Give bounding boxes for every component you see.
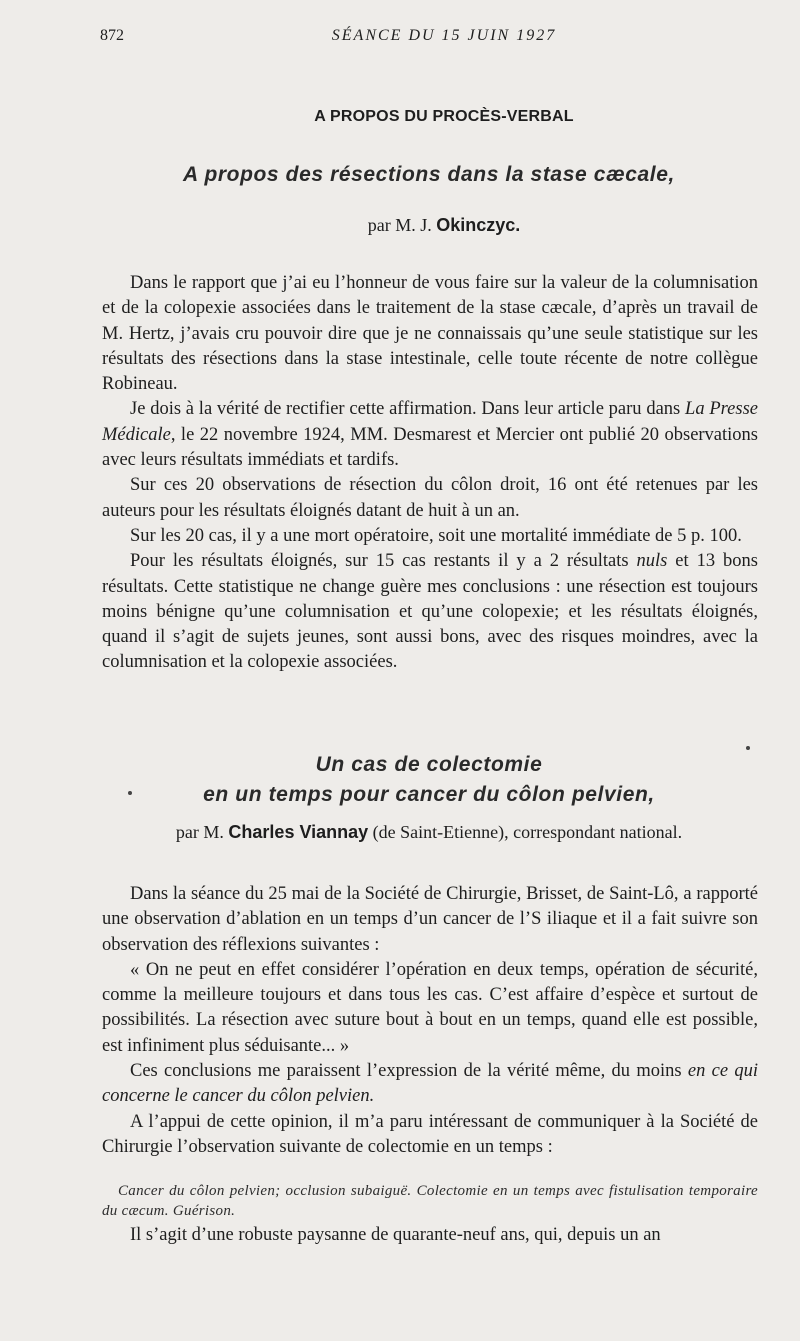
paragraph	[102, 1110, 758, 1161]
article2-title-line: en un temps pour cancer du côlon pelvien,	[203, 783, 655, 806]
paragraph	[102, 524, 758, 549]
article2-title-line: Un cas de colectomie	[315, 753, 543, 776]
paragraph-text: Je dois à la vérité de rectifier cette affirmation. Dans leur article paru dans	[130, 399, 686, 420]
page-number: 872	[100, 27, 124, 44]
case-text: Il s’agit d’une robuste paysanne de quarante-neuf ans, qui, depuis un an	[130, 1225, 661, 1245]
paragraph-text: Dans la séance du 25 mai de la Société de Chirurgie, Brisset, de Saint-Lô, a rapporté une observation d’ablation en un temps d’un cancer de l’S iliaque et il a fait suivre son observation des réflexions suivantes :	[102, 884, 758, 955]
case-body	[102, 1223, 758, 1248]
article2-byline	[100, 822, 758, 843]
paragraph-text: Dans le rapport que j’ai eu l’honneur de vous faire sur la valeur de la columnisation et de la colopexie associées dans le traitement de la stase cæcale, d’après un travail de M. Hertz, j’avais cru pouvoir dire que je ne connaissais qu’une seule statistique sur les résultats des résections dans la stase intestinale, celle toute récente de notre collègue Robineau.	[102, 273, 758, 395]
paragraph-text: Pour les résultats éloignés, sur 15 cas restants il y a 2 résultats	[130, 551, 637, 572]
section-title: A PROPOS DU PROCÈS-VERBAL	[314, 108, 574, 125]
paragraph-text: Ces conclusions me paraissent l’expression de la vérité même, du moins	[130, 1061, 688, 1082]
paragraph-text: et 13 bons résultats. Cette statistique ne change guère mes conclusions : une résection est toujours moins bénigne qu’une columnisation et qu’une colopexie; et les résultats éloignés, quand il s’agit de sujets jeunes, sont aussi bons, avec des risques moindres, avec la columnisation et la colopexie associées.	[102, 551, 758, 673]
paragraph-text: Sur ces 20 observations de résection du côlon droit, 16 ont été retenues par les auteurs pour les résultats éloignés datant de huit à un an.	[102, 475, 758, 521]
article1-byline	[100, 215, 758, 236]
paragraph	[102, 882, 758, 958]
byline-prefix: par M. J.	[367, 215, 437, 235]
print-speck	[128, 791, 132, 795]
byline-suffix: (de Saint-Etienne), correspondant national.	[368, 822, 683, 842]
byline-prefix: par M.	[175, 822, 229, 842]
running-title: SÉANCE DU 15 JUIN 1927	[331, 27, 557, 44]
author-name: Charles Viannay	[228, 822, 369, 842]
article1-title: A propos des résections dans la stase cæcale,	[183, 163, 675, 186]
print-speck	[746, 746, 750, 750]
paragraph-text: A l’appui de cette opinion, il m’a paru intéressant de communiquer à la Société de Chirurgie l’observation suivante de colectomie en un temps :	[102, 1111, 758, 1157]
paragraph	[102, 958, 758, 1059]
paragraph	[102, 397, 758, 473]
paragraph	[102, 271, 758, 397]
journal-title: La Presse Médicale	[102, 399, 758, 445]
quote-text: « On ne peut en effet considérer l’opération en deux temps, opération de sécurité, comme la meilleure toujours et dans tous les cas. C’est affaire d’espèce et surtout de possibilités. La résection avec suture bout à bout en un temps, quand elle est possible, est infiniment plus séduisante... »	[102, 959, 758, 1056]
article1-body	[102, 271, 758, 676]
case-title-text: Cancer du côlon pelvien; occlusion subaiguë. Colectomie en un temps avec fistulisation temporaire du cæcum. Guérison.	[102, 1183, 758, 1219]
emphasis: nuls	[636, 551, 668, 572]
paragraph-text: , le 22 novembre 1924, MM. Desmarest et Mercier ont publié 20 observations avec leurs résultats immédiats et tardifs.	[102, 424, 758, 471]
author-name: Okinczyc.	[436, 215, 521, 235]
emphasis: en ce qui concerne le cancer du côlon pelvien.	[102, 1061, 758, 1107]
paragraph	[102, 549, 758, 675]
article2-body	[102, 882, 758, 1160]
case-title	[102, 1182, 758, 1221]
paragraph-text: Sur les 20 cas, il y a une mort opératoire, soit une mortalité immédiate de 5 p. 100.	[130, 525, 742, 546]
paragraph	[102, 1059, 758, 1110]
article2-title	[100, 750, 758, 810]
page-header	[100, 27, 758, 49]
paragraph	[102, 473, 758, 524]
